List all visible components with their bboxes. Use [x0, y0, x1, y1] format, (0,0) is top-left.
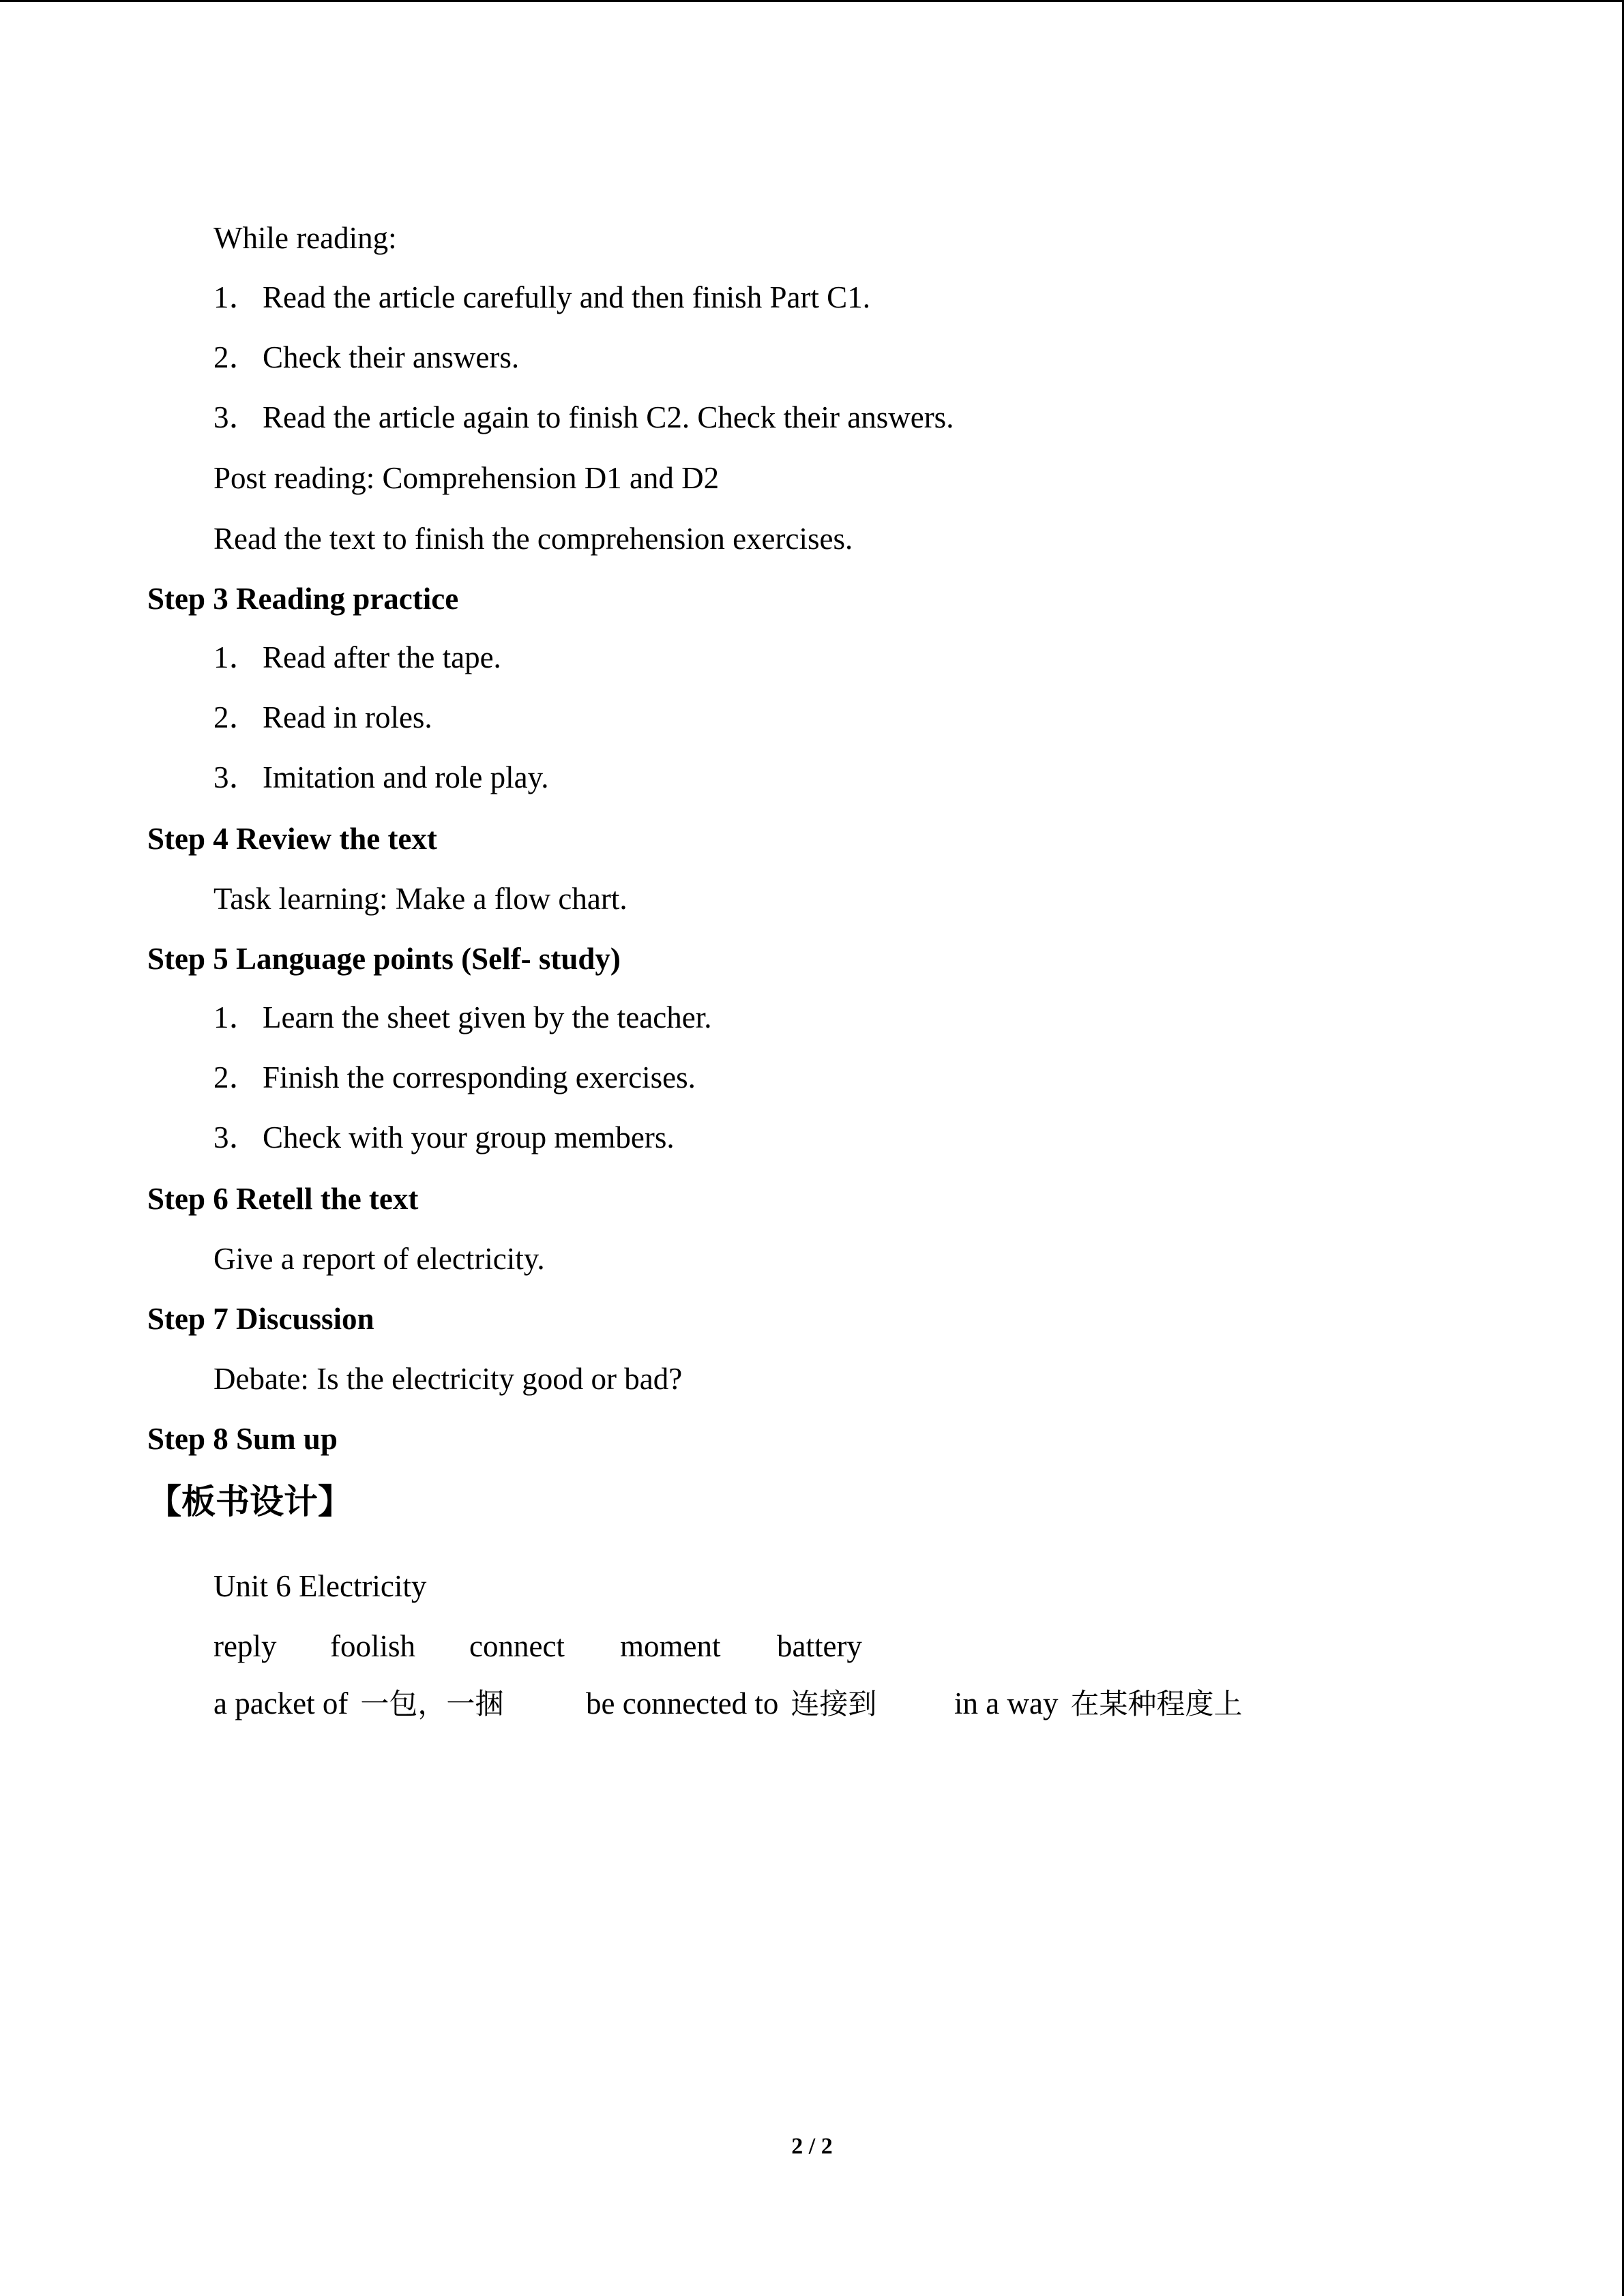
step7-text: Debate: Is the electricity good or bad?: [213, 1362, 683, 1396]
item-number: 1．: [213, 1000, 260, 1034]
list-item: [213, 640, 501, 675]
phrase-en: a packet of: [213, 1686, 349, 1720]
list-item: [213, 340, 519, 375]
phrase-en: be connected to: [586, 1686, 779, 1720]
list-item: [213, 1000, 711, 1035]
top-border: [0, 0, 1624, 2]
step6-text: Give a report of electricity.: [213, 1242, 545, 1276]
item-number: 3．: [213, 400, 260, 434]
board-unit-title: Unit 6 Electricity: [213, 1569, 427, 1603]
phrase-cn: 在某种程度上: [1070, 1687, 1243, 1720]
item-text: Finish the corresponding exercises.: [263, 1060, 696, 1094]
item-text: Imitation and role play.: [263, 760, 549, 794]
step6-title: Step 6 Retell the text: [147, 1182, 419, 1216]
vocab-word: battery: [777, 1629, 862, 1663]
board-design-title: 【板书设计】: [147, 1482, 352, 1521]
post-reading-text: Read the text to finish the comprehension exercises.: [213, 522, 853, 556]
post-reading-heading: Post reading: Comprehension D1 and D2: [213, 461, 720, 495]
list-item: [213, 400, 954, 435]
phrase-en: in a way: [954, 1686, 1059, 1720]
item-number: 1．: [213, 280, 260, 314]
page-number: 2 / 2: [791, 2134, 833, 2159]
vocab-word: connect: [469, 1629, 565, 1663]
list-item: [213, 760, 548, 795]
phrase-cn: 连接到: [791, 1687, 877, 1720]
step4-title: Step 4 Review the text: [147, 822, 437, 856]
phrase: [213, 1686, 503, 1722]
step4-text: Task learning: Make a flow chart.: [213, 882, 628, 916]
item-text: Check with your group members.: [263, 1120, 675, 1154]
phrase: [586, 1686, 876, 1722]
phrase: [954, 1686, 1242, 1722]
item-number: 3．: [213, 760, 260, 794]
vocab-word: foolish: [330, 1629, 416, 1663]
list-item: [213, 700, 432, 735]
list-item: [213, 1060, 696, 1095]
item-text: Learn the sheet given by the teacher.: [263, 1000, 712, 1034]
item-text: Read in roles.: [263, 700, 432, 734]
list-item: [213, 280, 870, 315]
item-number: 2．: [213, 1060, 260, 1094]
item-number: 2．: [213, 340, 260, 374]
item-number: 1．: [213, 640, 260, 674]
step5-title: Step 5 Language points (Self- study): [147, 942, 621, 976]
vocab-word: reply: [213, 1629, 277, 1663]
item-number: 3．: [213, 1120, 260, 1154]
item-text: Read the article carefully and then finish Part C1.: [263, 280, 870, 314]
item-text: Read the article again to finish C2. Check their answers.: [263, 400, 954, 434]
list-item: [213, 1120, 675, 1155]
item-number: 2．: [213, 700, 260, 734]
while-reading-heading: While reading:: [213, 221, 397, 255]
item-text: Read after the tape.: [263, 640, 501, 674]
phrase-cn: 一包，一捆: [360, 1687, 504, 1720]
step8-title: Step 8 Sum up: [147, 1422, 338, 1456]
item-text: Check their answers.: [263, 340, 520, 374]
vocab-word: moment: [620, 1629, 721, 1663]
step7-title: Step 7 Discussion: [147, 1302, 374, 1336]
step3-title: Step 3 Reading practice: [147, 582, 459, 616]
